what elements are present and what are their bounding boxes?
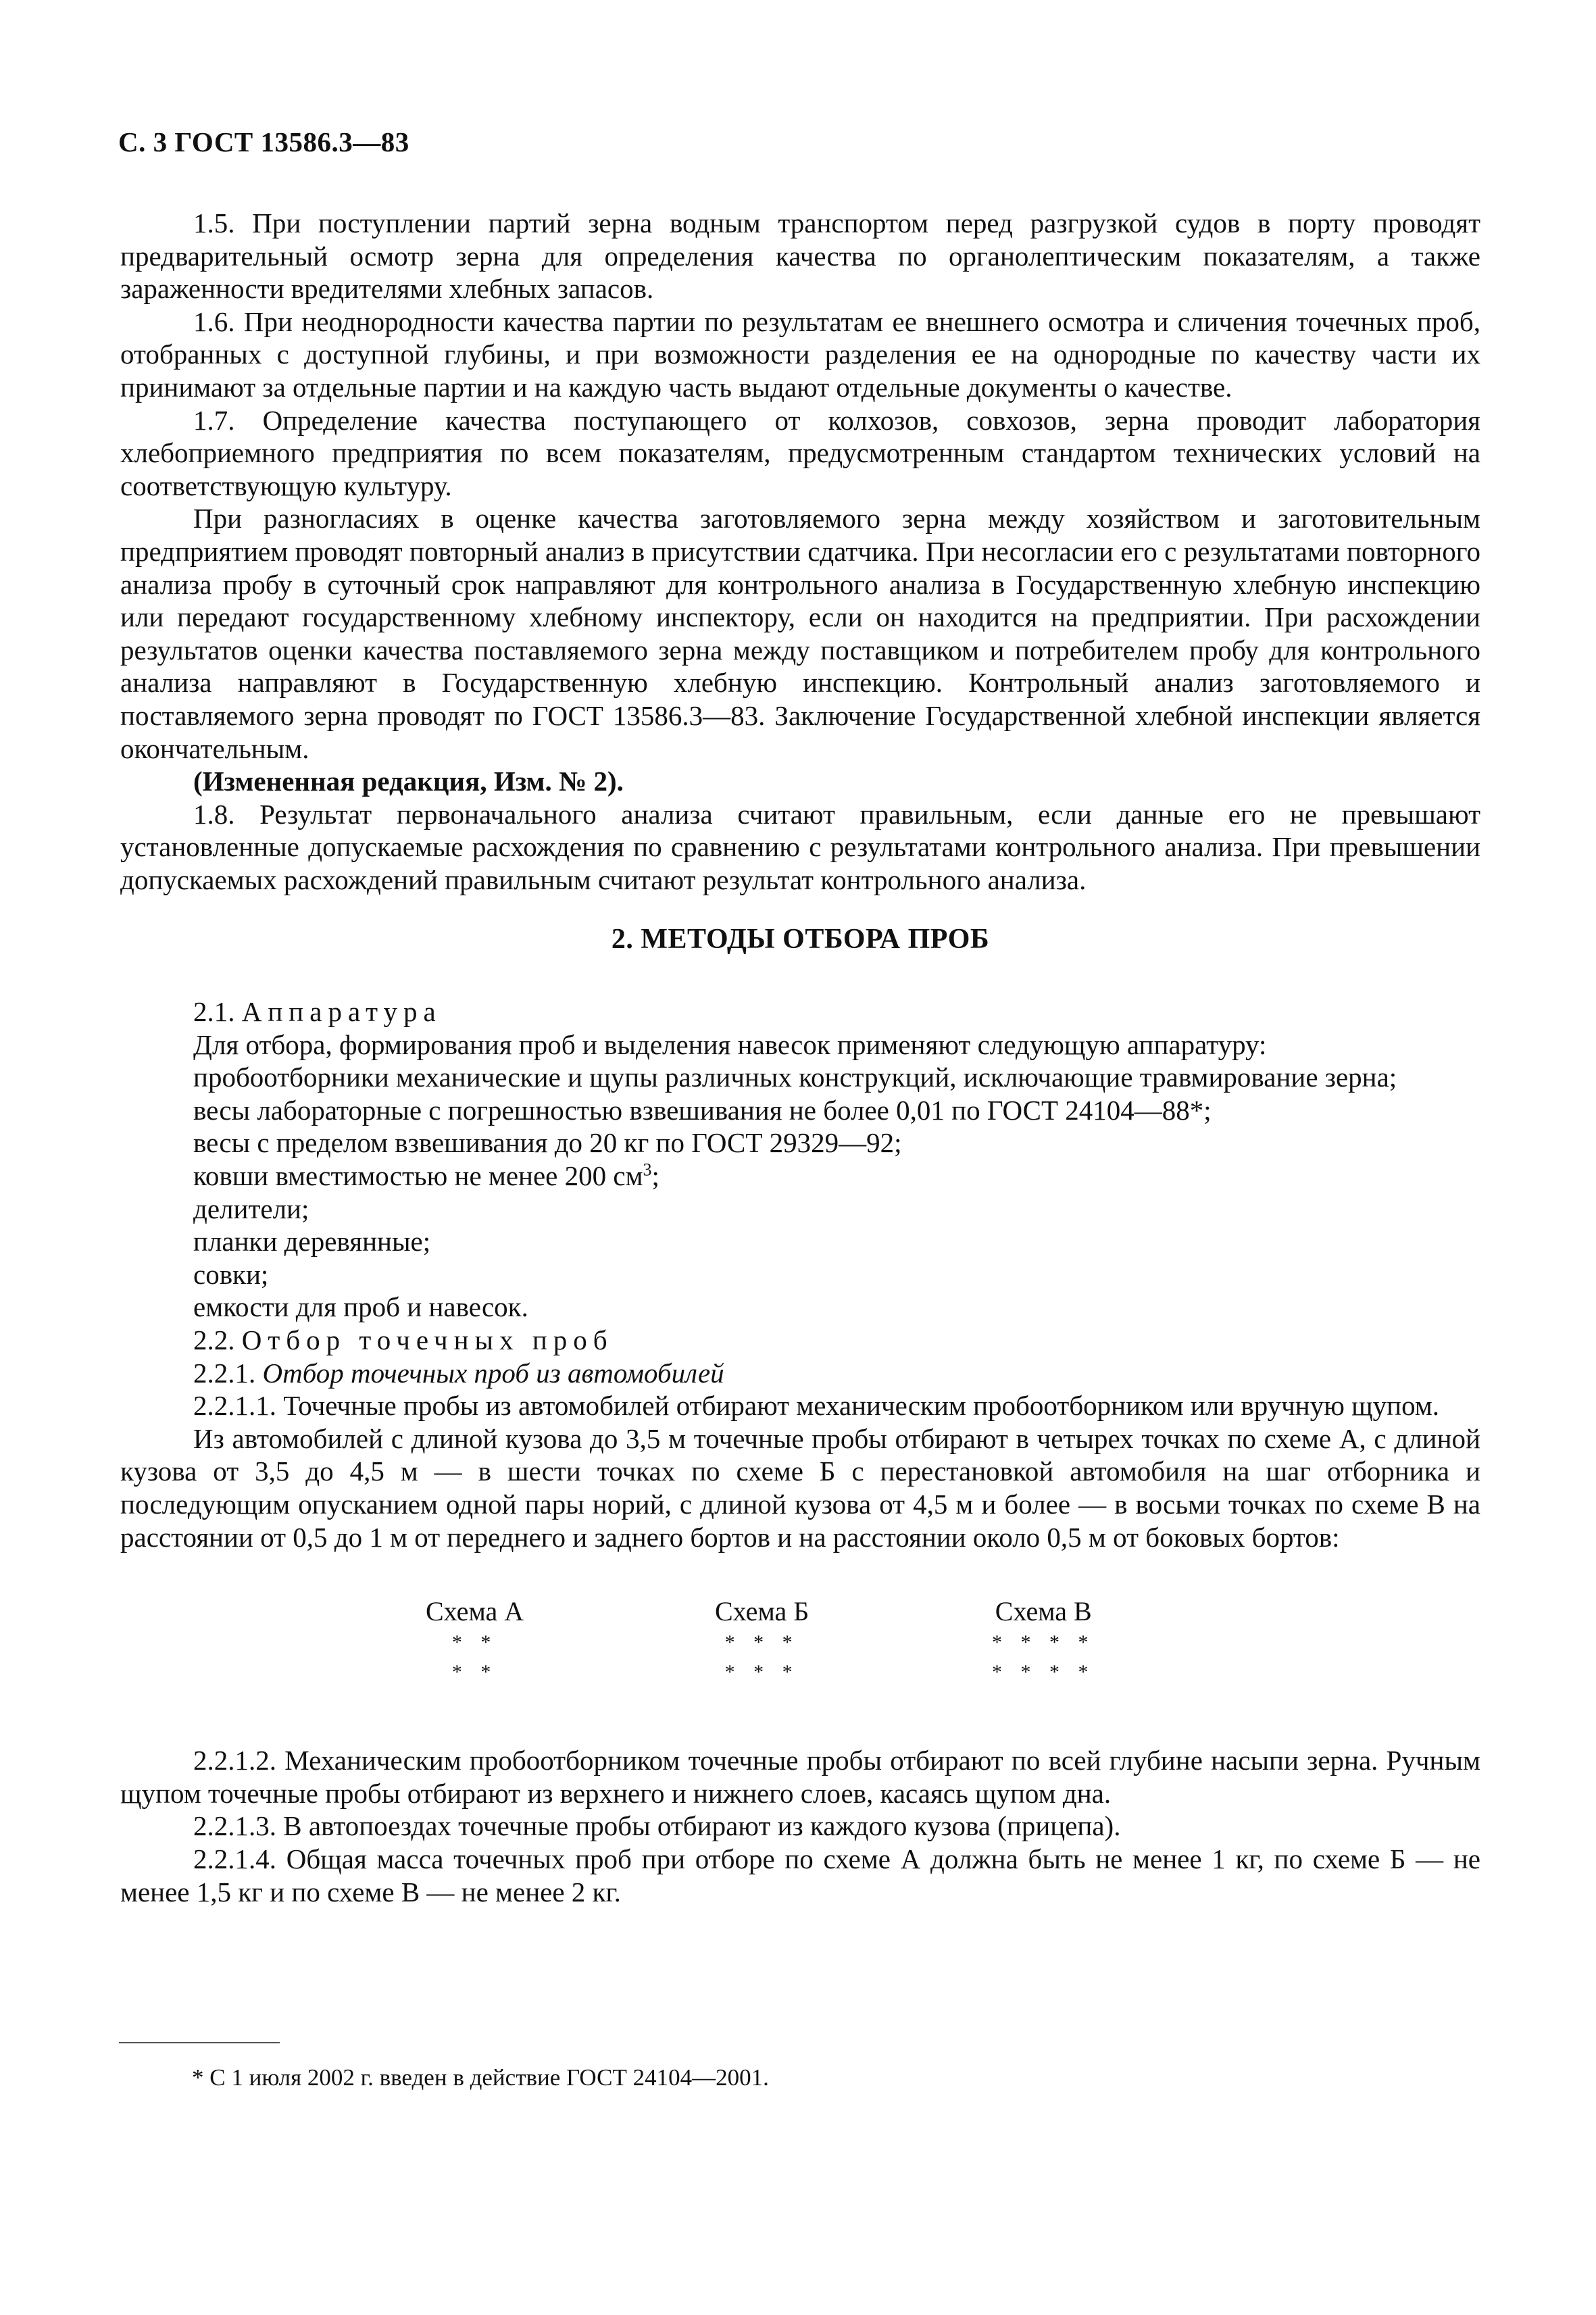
- equipment-intro: Для отбора, формирования проб и выделения навесок применяют следующую аппаратуру:: [193, 1028, 1267, 1060]
- clause-2-2-1-title: Отбор точечных проб из автомобилей: [262, 1357, 724, 1389]
- scheme-b: [715, 1595, 809, 1687]
- scheme-c: [992, 1595, 1095, 1687]
- paragraph-2-2-1-1: 2.2.1.1. Точечные пробы из автомобилей отбирают механическим пробоотборником или вручную щупом.: [193, 1390, 1440, 1422]
- scheme-c-label: Схема В: [995, 1596, 1092, 1627]
- clause-2-1-title: Аппаратура: [241, 996, 442, 1028]
- scheme-c-row-1: * * * *: [992, 1631, 1095, 1654]
- scheme-a-row-1: * *: [451, 1631, 498, 1654]
- paragraph-disagreement: При разногласиях в оценке качества заготовляемого зерна между хозяйством и заготовительным предприятием проводят повторный анализ в присутствии сдатчика. При несогласии его с результатами повторного анализа пробу в суточный срок направляют для контрольного анализа в Государственную хлебную инспекцию или передают государственному хлебному инспектору, если он находится на предприятии. При расхождении результатов оценки качества поставляемого зерна между поставщиком и потребителем пробу для контрольного анализа направляют в Государственную хлебную инспекцию. Контрольный анализ заготовляемого и поставляемого зерна проводят по ГОСТ 13586.3—83. Заключение Государственной хлебной инспекции является окончательным.: [120, 503, 1480, 764]
- paragraph-1-6: 1.6. При неоднородности качества партии по результатам ее внешнего осмотра и сличения точечных проб, отобранных с доступной глубины, и при возможности разделения ее на однородные по качеству части их принимают за отдельные партии и на каждую часть выдают отдельные документы о качестве.: [120, 305, 1480, 403]
- page-header: С. 3 ГОСТ 13586.3—83: [118, 126, 409, 157]
- paragraph-1-7: 1.7. Определение качества поступающего от колхозов, совхозов, зерна проводит лаборатория хлебоприемного предприятия по всем показателям, предусмотренным стандартом технических условий на соответствующую культуру.: [120, 404, 1480, 501]
- paragraph-2-2-1-2: 2.2.1.2. Механическим пробоотборником точечные пробы отбирают по всей глубине насыпи зерна. Ручным щупом точечные пробы отбирают из верхнего и нижнего слоев, касаясь щупом дна.: [120, 1745, 1480, 1809]
- clause-2-2-title: Отбор точечных проб: [241, 1324, 614, 1355]
- equipment-item-dividers: делители;: [193, 1193, 309, 1224]
- equipment-item-scoops: совки;: [193, 1258, 269, 1290]
- sampling-schemes: [120, 1595, 1480, 1697]
- equipment-item-scales: весы с пределом взвешивания до 20 кг по ГОСТ 29329—92;: [193, 1127, 902, 1159]
- clause-2-2-1-number: 2.2.1.: [193, 1357, 256, 1389]
- paragraph-2-2-1-3: 2.2.1.3. В автопоездах точечные пробы отбирают из каждого кузова (прицепа).: [193, 1810, 1121, 1842]
- ladles-superscript: 3: [643, 1160, 652, 1180]
- equipment-item-containers: емкости для проб и навесок.: [193, 1291, 528, 1323]
- document-body: [120, 207, 1480, 1908]
- paragraph-cars: Из автомобилей с длиной кузова до 3,5 м точечные пробы отбирают в четырех точках по схеме А, с длиной кузова от 3,5 до 4,5 м — в шести точках по схеме Б с перестановкой автомобиля на шаг отборника и последующим опусканием одной пары норий, с длиной кузова от 4,5 м и более — в восьми точках по схеме В на расстоянии от 0,5 до 1 м от переднего и заднего бортов и на расстоянии около 0,5 м от боковых бортов:: [120, 1422, 1480, 1553]
- equipment-item-ladles: [120, 1160, 1480, 1193]
- scheme-c-row-2: * * * *: [992, 1661, 1095, 1684]
- scheme-a: [426, 1595, 524, 1687]
- scheme-a-row-2: * *: [451, 1661, 498, 1684]
- footnote: * С 1 июля 2002 г. введен в действие ГОСТ 24104—2001.: [192, 2064, 769, 2091]
- equipment-item-samplers: пробоотборники механические и щупы различных конструкций, исключающие травмирование зерна;: [193, 1062, 1397, 1093]
- scheme-b-row-2: * * *: [724, 1661, 799, 1684]
- equipment-item-lab-scales: весы лабораторные с погрешностью взвешивания не более 0,01 по ГОСТ 24104—88*;: [193, 1094, 1212, 1126]
- paragraph-2-2-1-4: 2.2.1.4. Общая масса точечных проб при отборе по схеме А должна быть не менее 1 кг, по схеме Б — не менее 1,5 кг и по схеме В — не менее 2 кг.: [120, 1843, 1480, 1908]
- clause-2-2-heading: [120, 1324, 1480, 1357]
- footnote-divider: [119, 2042, 280, 2043]
- clause-2-2-number: 2.2.: [193, 1324, 235, 1355]
- equipment-item-boards: планки деревянные;: [193, 1226, 431, 1258]
- scheme-a-label: Схема А: [426, 1596, 524, 1627]
- amendment-note: (Измененная редакция, Изм. № 2).: [193, 766, 624, 797]
- paragraph-1-5: 1.5. При поступлении партий зерна водным транспортом перед разгрузкой судов в порту проводят предварительный осмотр зерна для определения качества по органолептическим показателям, а также зараженности вредителями хлебных запасов.: [120, 207, 1480, 305]
- clause-2-1-number: 2.1.: [193, 996, 235, 1028]
- clause-2-1-heading: [120, 995, 1480, 1028]
- section-2-title: 2. МЕТОДЫ ОТБОРА ПРОБ: [611, 924, 990, 955]
- scheme-b-label: Схема Б: [715, 1596, 809, 1627]
- ladles-text: ковши вместимостью не менее 200 см: [193, 1160, 643, 1192]
- clause-2-2-1-heading: [120, 1357, 1480, 1390]
- scheme-b-row-1: * * *: [724, 1631, 799, 1654]
- ladles-tail: ;: [651, 1160, 659, 1192]
- paragraph-1-8: 1.8. Результат первоначального анализа считают правильным, если данные его не превышают установленные допускаемые расхождения по сравнению с результатами контрольного анализа. При превышении допускаемых расхождений правильным считают результат контрольного анализа.: [120, 798, 1480, 895]
